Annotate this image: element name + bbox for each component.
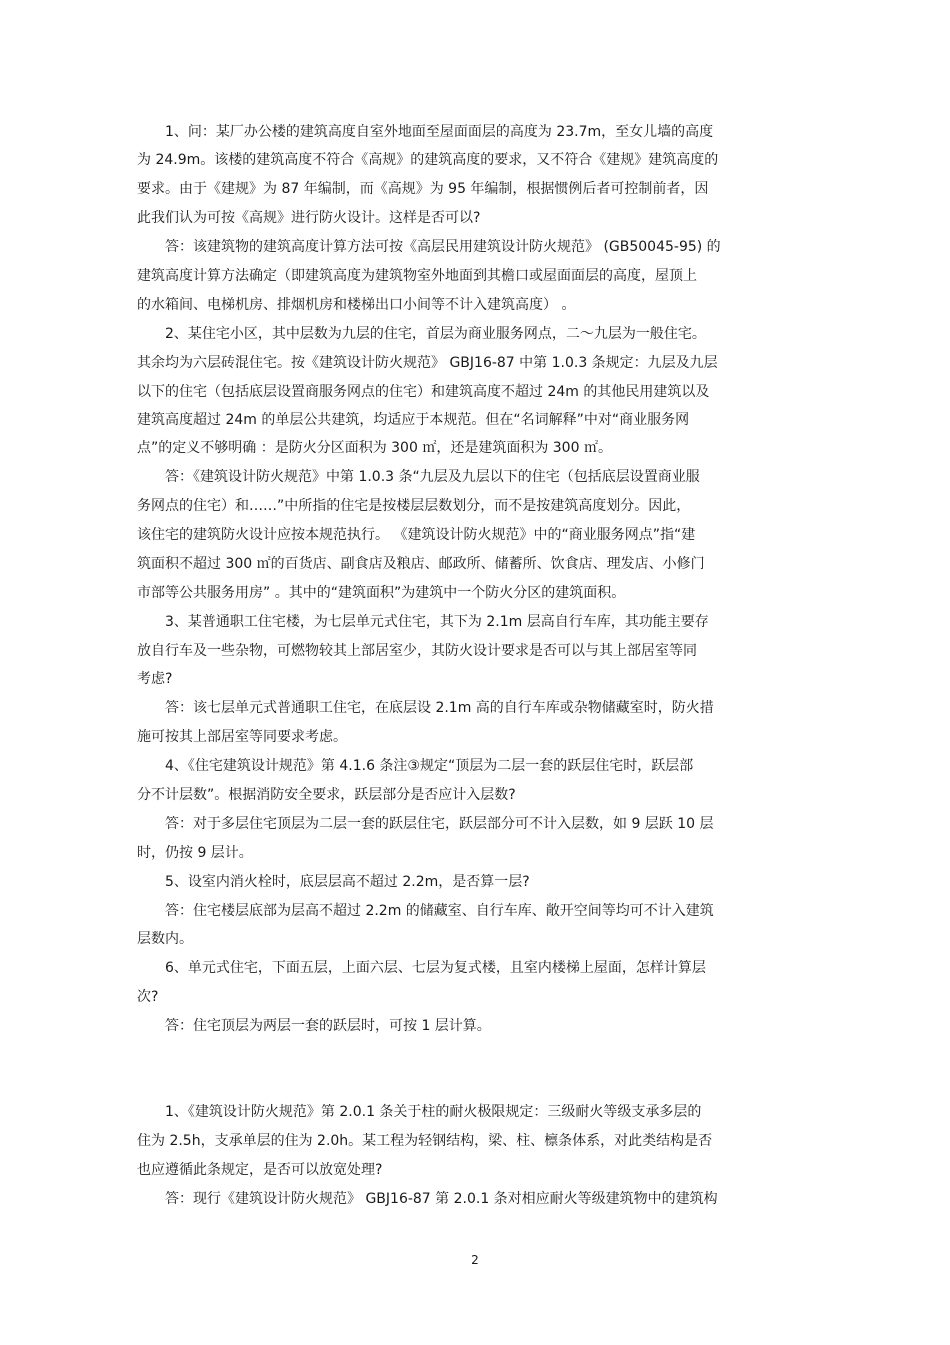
text-line: 点”的定义不够明确 ：是防火分区面积为 300 ㎡，还是建筑面积为 300 ㎡。 <box>137 440 612 456</box>
text-line: 的水箱间、电梯机房、排烟机房和楼梯出口小间等不计入建筑高度） 。 <box>137 297 576 313</box>
text-line: 建筑高度超过 24m 的单层公共建筑，均适应于本规范。但在“名词解释”中对“商业服务网 <box>137 412 690 428</box>
text-line: 4、《住宅建筑设计规范》第 4.1.6 条注③规定“顶层为二层一套的跃层住宅时，跃层部 <box>165 758 694 774</box>
text-line: 务网点的住宅）和……”中所指的住宅是按楼层层数划分，而不是按建筑高度划分。因此， <box>137 498 691 514</box>
text-line: 也应遵循此条规定，是否可以放宽处理? <box>137 1162 383 1178</box>
text-line: 3、某普通职工住宅楼，为七层单元式住宅，其下为 2.1m 层高自行车库，其功能主要存 <box>165 614 709 630</box>
page-number: 2 <box>471 1253 479 1267</box>
text-line: 考虑? <box>137 671 173 687</box>
text-line: 施可按其上部居室等同要求考虑。 <box>137 729 347 745</box>
text-line: 答：该建筑物的建筑高度计算方法可按《高层民用建筑设计防火规范》 (GB50045-95) 的 <box>165 239 721 255</box>
text-line: 次? <box>137 989 159 1005</box>
text-line: 分不计层数”。根据消防安全要求，跃层部分是否应计入层数? <box>137 787 516 803</box>
text-line: 层数内。 <box>137 931 193 947</box>
text-line: 放自行车及一些杂物，可燃物较其上部居室少，其防火设计要求是否可以与其上部居室等同 <box>137 643 697 659</box>
text-line: 以下的住宅（包括底层设置商服务网点的住宅）和建筑高度不超过 24m 的其他民用建筑以及 <box>137 384 710 400</box>
text-line: 2、某住宅小区，其中层数为九层的住宅，首层为商业服务网点，二～九层为一般住宅。 <box>165 326 706 342</box>
text-line: 答：住宅顶层为两层一套的跃层时，可按 1 层计算。 <box>165 1018 491 1034</box>
text-line: 为 24.9m。该楼的建筑高度不符合《高规》的建筑高度的要求，又不符合《建规》建筑高度的 <box>137 152 719 168</box>
text-line: 该住宅的建筑防火设计应按本规范执行。 《建筑设计防火规范》中的“商业服务网点”指“建 <box>137 527 696 543</box>
text-line: 答：该七层单元式普通职工住宅，在底层设 2.1m 高的自行车库或杂物储藏室时，防火措 <box>165 700 714 716</box>
text-line: 筑面积不超过 300 ㎡的百货店、副食店及粮店、邮政所、储蓄所、饮食店、理发店、小修门 <box>137 556 705 572</box>
text-line: 答：《建筑设计防火规范》中第 1.0.3 条“九层及九层以下的住宅（包括底层设置商业服 <box>165 469 700 485</box>
text-line: 要求。由于《建规》为 87 年编制，而《高规》为 95 年编制，根据惯例后者可控制前者，因 <box>137 181 709 197</box>
text-line: 时，仍按 9 层计。 <box>137 845 253 861</box>
text-line: 答：现行《建筑设计防火规范》 GBJ16-87 第 2.0.1 条对相应耐火等级建筑物中的建筑构 <box>165 1191 718 1207</box>
text-line: 答：对于多层住宅顶层为二层一套的跃层住宅，跃层部分可不计入层数，如 9 层跃 10 层 <box>165 816 714 832</box>
text-line: 此我们认为可按《高规》进行防火设计。这样是否可以? <box>137 210 481 226</box>
text-line: 建筑高度计算方法确定（即建筑高度为建筑物室外地面到其檐口或屋面面层的高度，屋顶上 <box>137 268 697 284</box>
text-line: 住为 2.5h，支承单层的住为 2.0h。某工程为轻钢结构，梁、柱、檩条体系，对此类结构是否 <box>137 1133 713 1149</box>
text-line: 市部等公共服务用房” 。其中的“建筑面积”为建筑中一个防火分区的建筑面积。 <box>137 585 626 601</box>
text-line: 其余均为六层砖混住宅。按《建筑设计防火规范》 GBJ16-87 中第 1.0.3 条规定：九层及九层 <box>137 355 718 371</box>
text-line: 5、设室内消火栓时，底层层高不超过 2.2m，是否算一层? <box>165 874 530 890</box>
text-line: 6、单元式住宅，下面五层，上面六层、七层为复式楼，且室内楼梯上屋面，怎样计算层 <box>165 960 706 976</box>
text-line: 1、《建筑设计防火规范》第 2.0.1 条关于柱的耐火极限规定：三级耐火等级支承多层的 <box>165 1104 702 1120</box>
text-line: 答：住宅楼层底部为层高不超过 2.2m 的储藏室、自行车库、敞开空间等均可不计入建筑 <box>165 903 714 919</box>
text-line: 1、问：某厂办公楼的建筑高度自室外地面至屋面面层的高度为 23.7m，至女儿墙的高度 <box>165 124 714 140</box>
